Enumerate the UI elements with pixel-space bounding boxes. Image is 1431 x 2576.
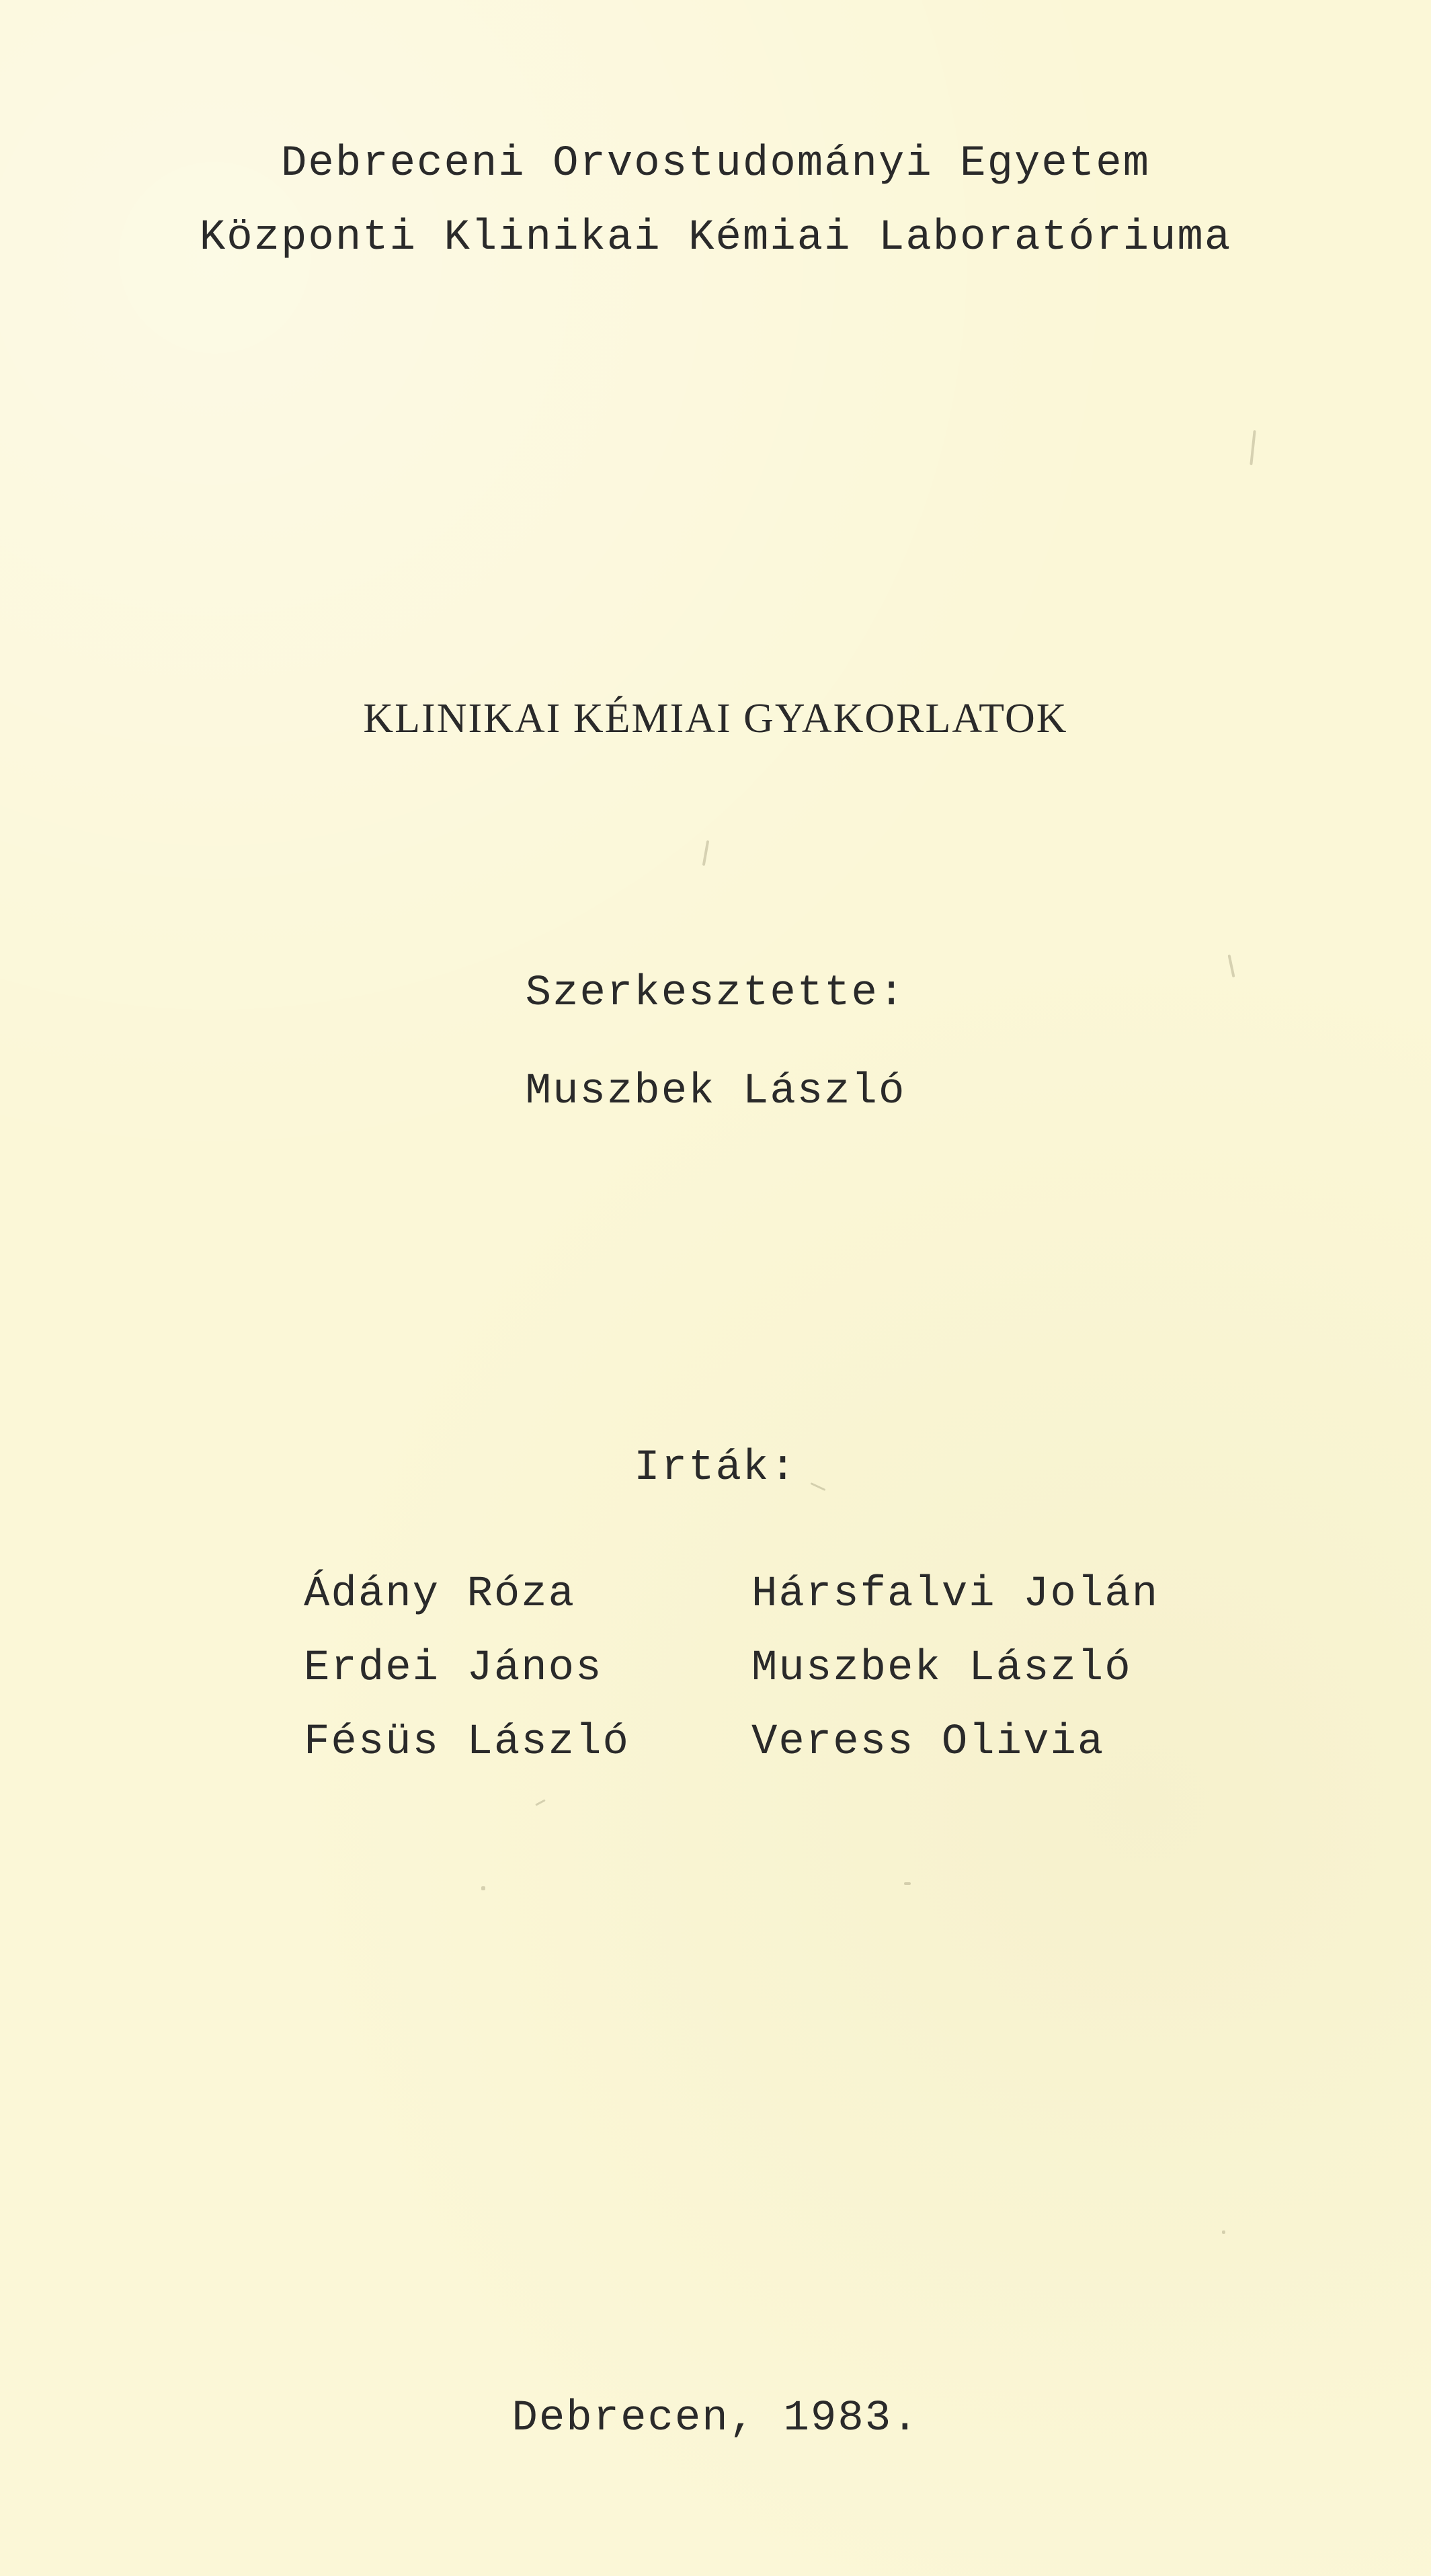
authors-label: Irták:	[634, 1444, 797, 1492]
paper-fleck	[904, 1882, 911, 1885]
paper-fleck	[1222, 2230, 1225, 2234]
institution-line-2: Központi Klinikai Kémiai Laboratóriuma	[199, 214, 1232, 262]
author-right-1: Hársfalvi Jolán	[751, 1570, 1159, 1619]
author-right-3: Veress Olivia	[751, 1718, 1105, 1767]
author-right-2: Muszbek László	[751, 1644, 1132, 1693]
institution-line-1: Debreceni Orvostudományi Egyetem	[281, 140, 1150, 188]
paper-fleck	[535, 1799, 546, 1806]
document-title: KLINIKAI KÉMIAI GYAKORLATOK	[363, 696, 1068, 741]
paper-fleck	[702, 840, 710, 866]
author-left-3: Fésüs László	[304, 1718, 630, 1767]
editor-name: Muszbek László	[525, 1068, 906, 1116]
author-left-2: Erdei János	[304, 1644, 603, 1693]
paper-fleck	[1250, 430, 1256, 465]
place-and-year: Debrecen, 1983.	[512, 2394, 919, 2443]
paper-fleck	[481, 1886, 485, 1890]
editor-label: Szerkesztette:	[525, 969, 906, 1018]
author-left-1: Ádány Róza	[304, 1570, 576, 1619]
